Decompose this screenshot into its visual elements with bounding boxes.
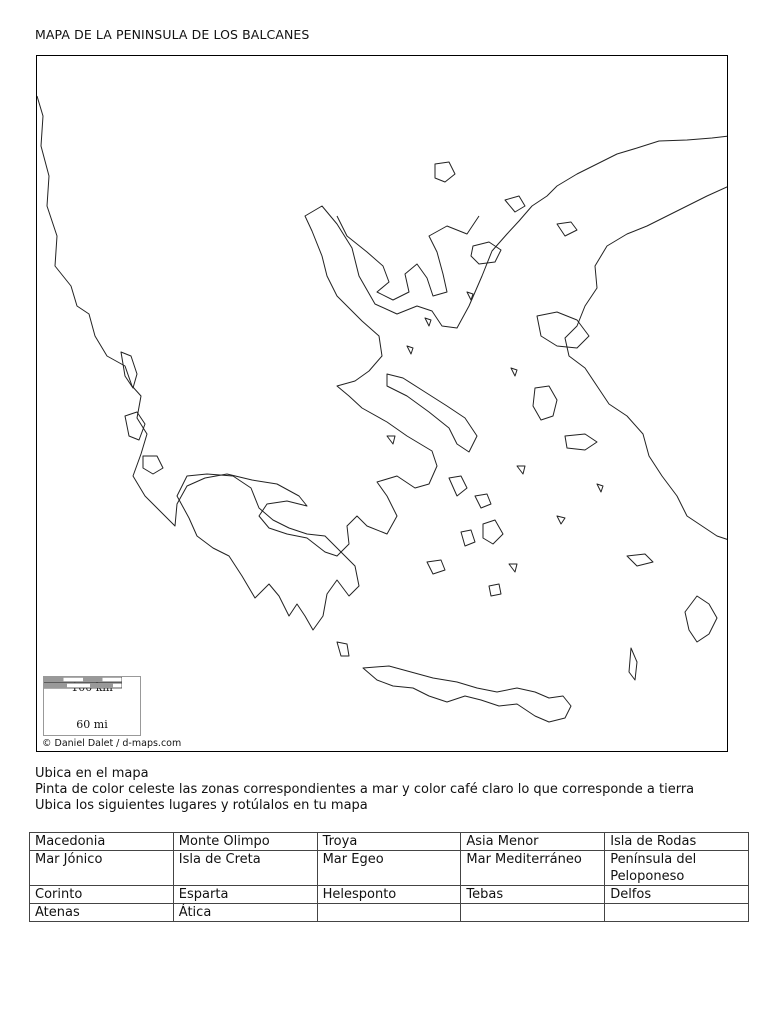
crete bbox=[363, 666, 571, 722]
instruction-2: Pinta de color celeste las zonas correspondientes a mar y color café claro lo que corresponde a tierra bbox=[35, 782, 695, 797]
table-cell: Mar Egeo bbox=[317, 851, 461, 886]
imbros bbox=[557, 222, 577, 236]
north-peninsulas bbox=[337, 216, 479, 300]
table-cell: Isla de Creta bbox=[173, 851, 317, 886]
page-title: MAPA DE LA PENINSULA DE LOS BALCANES bbox=[35, 27, 310, 42]
map-coastlines bbox=[37, 56, 728, 752]
table-cell: Helesponto bbox=[317, 886, 461, 904]
table-cell: Tebas bbox=[461, 886, 605, 904]
map-scale bbox=[43, 676, 141, 736]
kythira bbox=[337, 642, 349, 656]
table-cell bbox=[317, 904, 461, 922]
paros bbox=[461, 530, 475, 546]
andros bbox=[449, 476, 467, 496]
table-cell: Ática bbox=[173, 904, 317, 922]
santorini bbox=[489, 584, 501, 596]
table-cell: Península del Peloponeso bbox=[605, 851, 749, 886]
map-credit: © Daniel Dalet / d-maps.com bbox=[42, 738, 182, 749]
tinos bbox=[475, 494, 491, 508]
zakynthos bbox=[143, 456, 163, 474]
table-row bbox=[30, 886, 749, 904]
samos bbox=[565, 434, 597, 450]
thasos bbox=[435, 162, 455, 182]
kos bbox=[627, 554, 653, 566]
scale-mi-label: 60 mi bbox=[76, 718, 108, 731]
table-cell: Corinto bbox=[30, 886, 174, 904]
balkans-outline-map bbox=[36, 55, 728, 752]
chios bbox=[533, 386, 557, 420]
karpathos bbox=[629, 648, 637, 680]
milos bbox=[427, 560, 445, 574]
places-table bbox=[29, 832, 749, 922]
table-cell: Esparta bbox=[173, 886, 317, 904]
peloponnese bbox=[177, 474, 359, 630]
mainland-coastline bbox=[37, 96, 728, 556]
anatolian-coast bbox=[565, 186, 728, 540]
instruction-1: Ubica en el mapa bbox=[35, 766, 149, 781]
table-cell: Mar Mediterráneo bbox=[461, 851, 605, 886]
scale-bar bbox=[44, 677, 122, 689]
samothrace bbox=[505, 196, 525, 212]
instruction-3: Ubica los siguientes lugares y rotúlalos en tu mapa bbox=[35, 798, 368, 813]
lesbos bbox=[537, 312, 589, 348]
table-cell: Atenas bbox=[30, 904, 174, 922]
table-cell bbox=[605, 904, 749, 922]
table-cell: Monte Olimpo bbox=[173, 833, 317, 851]
euboea bbox=[387, 374, 477, 452]
corfu bbox=[121, 352, 137, 388]
table-cell: Isla de Rodas bbox=[605, 833, 749, 851]
table-row bbox=[30, 851, 749, 886]
table-row bbox=[30, 904, 749, 922]
naxos bbox=[483, 520, 503, 544]
table-cell bbox=[461, 904, 605, 922]
table-cell: Troya bbox=[317, 833, 461, 851]
small-islands bbox=[387, 292, 603, 572]
table-cell: Mar Jónico bbox=[30, 851, 174, 886]
table-cell: Delfos bbox=[605, 886, 749, 904]
table-cell: Macedonia bbox=[30, 833, 174, 851]
table-row bbox=[30, 833, 749, 851]
table-cell: Asia Menor bbox=[461, 833, 605, 851]
rhodes bbox=[685, 596, 717, 642]
